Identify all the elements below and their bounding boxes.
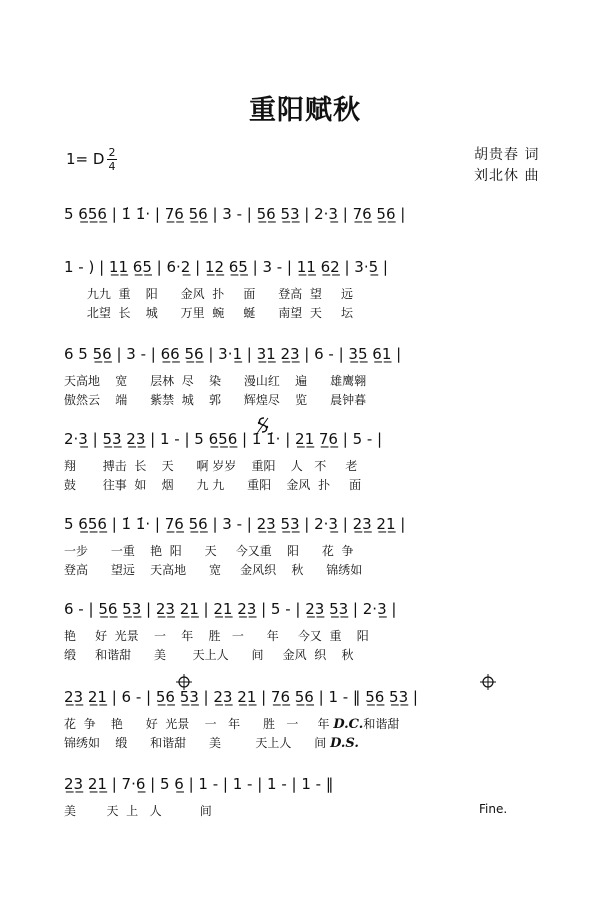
fine-marking: Fine. [479,802,508,816]
notation-line: 1 - ) | 1̲1̲ 6̲5̲ | 6·2̲ | 1̲2̲ 6̲5̲ | 3 - | 1̲1̲ 6̲2̲ | 3·5̲ | [64,258,388,276]
lyric-verse-1: 一步 一重 艳 阳 天 今又重 阳 花 争 [64,544,354,558]
notation-line: 5 6̲5̲6̲ | 1̇ 1̇· | 7̲6̲ 5̲6̲ | 3 - | 5̲6̲ 5̲3̲ | 2·3̲ | 7̲6̲ 5̲6̲ | [64,205,406,223]
meter-bottom: 4 [108,160,116,173]
lyric-verse-1: 翔 搏击 长 天 啊 岁岁 重阳 人 不 老 [64,459,358,473]
lyric-text: 美 天 上 人 间 [64,804,212,818]
lyric-verse-1: 天高地 宽 层林 尽 染 漫山红 遍 雄鹰翱 [64,374,367,388]
lyric-verse-2: 傲然云 端 紫禁 城 郭 辉煌尽 览 晨钟暮 [64,393,367,407]
notation-line: 2·3̲ | 5̲3̲ 2̲3̲ | 1 - | 5 6̲5̲6̲ | 1̇ 1̇· | 2̲1̲ 7̲6̲ | 5 - | [64,430,383,448]
coda-icon [480,674,496,690]
notation-line: 2̲3̲ 2̲1̲ | 7·6̲ | 5 6̲ | 1 - | 1 - | 1 - | 1 - ‖ [64,775,334,793]
lyricist-credit: 胡贵春 词 [474,147,540,163]
lyric-verse-2: 鼓 往事 如 烟 九 九 重阳 金风 扑 面 [64,478,362,492]
composer-credit: 刘北休 曲 [474,168,540,184]
lyric-verse-1: 九九 重 阳 金风 扑 面 登高 望 远 [64,287,353,301]
lyric-verse-2: 北望 长 城 万里 蜿 蜒 南望 天 坛 [64,306,353,320]
key-signature: 1= D [66,150,105,168]
dc-marking: D.C. [333,717,364,732]
lyric-verse-1: 艳 好 光景 一 年 胜 一 年 今又 重 阳 [64,629,369,643]
lyric-text: 花 争 艳 好 光景 一 年 胜 一 年 [64,717,330,731]
lyric-verse-2: 缎 和谐甜 美 天上人 间 金风 织 秋 [64,648,354,662]
coda-icon [176,674,192,690]
ds-marking: D.S. [330,736,359,751]
notation-line: 2̲3̲ 2̲1̲ | 6 - | 5̲6̲ 5̲3̲ | 2̲3̲ 2̲1̲ | 7̲6̲ 5̲6̲ | 1 - ‖ 5̲6̲ 5̲3̲ | [64,688,418,706]
lyric-text-after-dc: 和谐甜 [363,717,400,731]
lyric-text: 锦绣如 缎 和谐甜 美 天上人 间 [64,736,327,750]
meter-top: 2 [108,146,116,159]
notation-line: 5 6̲5̲6̲ | 1̇ 1̇· | 7̲6̲ 5̲6̲ | 3 - | 2̲3̲ 5̲3̲ | 2·3̲ | 2̲3̲ 2̲1̲ | [64,515,406,533]
song-title: 重阳赋秋 [249,95,361,126]
segno-icon [258,418,268,432]
lyric-verse-2: 登高 望远 天高地 宽 金风织 秋 锦绣如 [64,563,363,577]
notation-line: 6 5 5̲6̲ | 3 - | 6̲6̲ 5̲6̲ | 3·1̲ | 3̲1̲ 2̲3̲ | 6 - | 3̲5̲ 6̲1̲ | [64,345,402,363]
notation-line: 6 - | 5̲6̲ 5̲3̲ | 2̲3̲ 2̲1̲ | 2̲1̲ 2̲3̲ | 5 - | 2̲3̲ 5̲3̲ | 2·3̲ | [64,600,397,618]
